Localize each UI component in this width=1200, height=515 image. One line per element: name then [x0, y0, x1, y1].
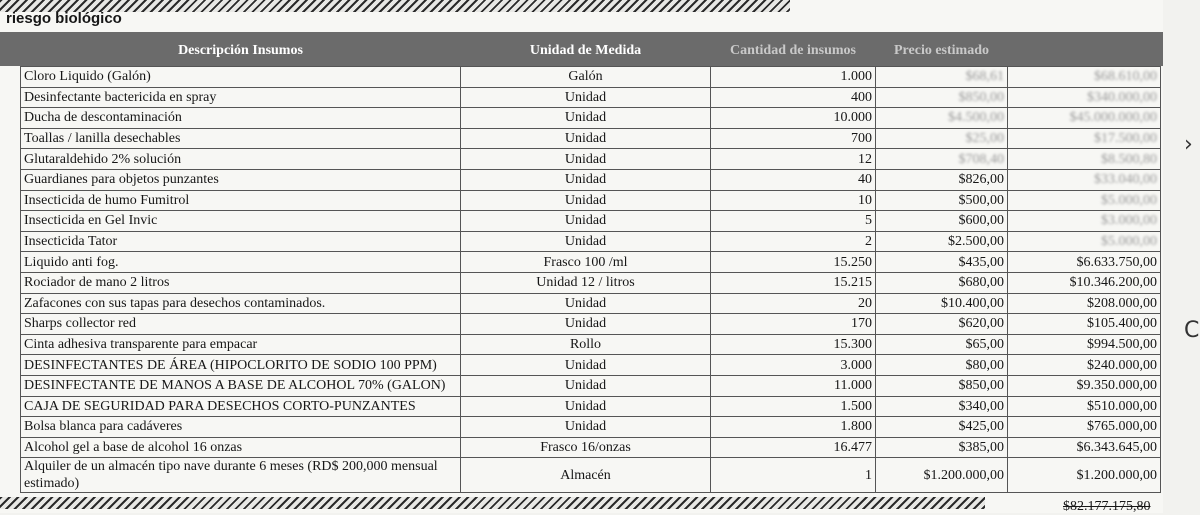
cell-total: $3.000,00	[1008, 211, 1161, 232]
cell-total: $10.346.200,00	[1008, 272, 1161, 293]
cell-total: $33.040,00	[1008, 169, 1161, 190]
header-descripcion: Descripción Insumos	[21, 36, 461, 67]
cell-cantidad: 10.000	[711, 108, 876, 129]
table-body	[21, 67, 1161, 493]
cell-cantidad: 3.000	[711, 355, 876, 376]
cell-total: $9.350.000,00	[1008, 375, 1161, 396]
cell-cantidad: 10	[711, 190, 876, 211]
table-row	[21, 334, 1161, 355]
table-row	[21, 231, 1161, 252]
table-row	[21, 355, 1161, 376]
bottom-hatch-border	[0, 497, 985, 509]
cell-precio: $680,00	[876, 272, 1008, 293]
cell-precio: $708,40	[876, 149, 1008, 170]
cell-descripcion: Insecticida de humo Fumitrol	[21, 190, 461, 211]
circle-icon: C	[1184, 318, 1200, 343]
cell-unidad: Unidad	[461, 417, 711, 438]
cell-precio: $340,00	[876, 396, 1008, 417]
cell-cantidad: 5	[711, 211, 876, 232]
cell-unidad: Frasco 16/onzas	[461, 437, 711, 458]
table-row	[21, 458, 1161, 493]
cell-precio: $1.200.000,00	[876, 458, 1008, 493]
cell-total: $68.610,00	[1008, 67, 1161, 88]
cell-unidad: Unidad 12 / litros	[461, 272, 711, 293]
cell-precio: $850,00	[876, 375, 1008, 396]
table-row	[21, 190, 1161, 211]
table-row	[21, 396, 1161, 417]
cell-unidad: Unidad	[461, 108, 711, 129]
cell-descripcion: Bolsa blanca para cadáveres	[21, 417, 461, 438]
cell-cantidad: 15.300	[711, 334, 876, 355]
chevron-right-icon: ›	[1184, 132, 1193, 157]
cell-cantidad: 12	[711, 149, 876, 170]
cell-precio: $826,00	[876, 169, 1008, 190]
cell-total: $17.500,00	[1008, 128, 1161, 149]
cell-descripcion: DESINFECTANTES DE ÁREA (HIPOCLORITO DE SODIO 100 PPM)	[21, 355, 461, 376]
cell-precio: $600,00	[876, 211, 1008, 232]
cell-cantidad: 15.250	[711, 252, 876, 273]
cell-descripcion: Rociador de mano 2 litros	[21, 272, 461, 293]
cell-cantidad: 20	[711, 293, 876, 314]
cell-unidad: Unidad	[461, 190, 711, 211]
cell-descripcion: Guardianes para objetos punzantes	[21, 169, 461, 190]
cell-precio: $4.500,00	[876, 108, 1008, 129]
grand-total: $82.177.175,80	[1063, 499, 1151, 514]
cell-total: $240.000,00	[1008, 355, 1161, 376]
cell-cantidad: 1	[711, 458, 876, 493]
cell-unidad: Unidad	[461, 375, 711, 396]
table-row	[21, 293, 1161, 314]
cell-descripcion: Glutaraldehido 2% solución	[21, 149, 461, 170]
cell-total: $208.000,00	[1008, 293, 1161, 314]
cell-cantidad: 40	[711, 169, 876, 190]
table-row	[21, 417, 1161, 438]
cell-precio: $65,00	[876, 334, 1008, 355]
cell-precio: $68,61	[876, 67, 1008, 88]
cell-precio: $10.400,00	[876, 293, 1008, 314]
table-row	[21, 128, 1161, 149]
cell-unidad: Unidad	[461, 149, 711, 170]
cell-descripcion: CAJA DE SEGURIDAD PARA DESECHOS CORTO-PUNZANTES	[21, 396, 461, 417]
cell-total: $994.500,00	[1008, 334, 1161, 355]
cell-precio: $385,00	[876, 437, 1008, 458]
cell-descripcion: Alquiler de un almacén tipo nave durante 6 meses (RD$ 200,000 mensual estimado)	[21, 458, 461, 493]
header-cantidad: Cantidad de insumos	[711, 36, 876, 67]
table-row	[21, 211, 1161, 232]
cell-descripcion: Zafacones con sus tapas para desechos contaminados.	[21, 293, 461, 314]
cell-total: $510.000,00	[1008, 396, 1161, 417]
cell-unidad: Unidad	[461, 231, 711, 252]
header-total	[1008, 36, 1161, 67]
table-row	[21, 108, 1161, 129]
cell-descripcion: DESINFECTANTE DE MANOS A BASE DE ALCOHOL 70% (GALON)	[21, 375, 461, 396]
table-header-row	[21, 36, 1161, 67]
table-row	[21, 67, 1161, 88]
cell-descripcion: Ducha de descontaminación	[21, 108, 461, 129]
cell-descripcion: Insecticida en Gel Invic	[21, 211, 461, 232]
cell-total: $45.000.000,00	[1008, 108, 1161, 129]
cell-cantidad: 2	[711, 231, 876, 252]
table-row	[21, 149, 1161, 170]
cell-unidad: Unidad	[461, 169, 711, 190]
table-row	[21, 437, 1161, 458]
cell-precio: $620,00	[876, 314, 1008, 335]
cell-unidad: Rollo	[461, 334, 711, 355]
cell-total: $765.000,00	[1008, 417, 1161, 438]
cell-precio: $25,00	[876, 128, 1008, 149]
cell-unidad: Unidad	[461, 355, 711, 376]
cell-descripcion: Insecticida Tator	[21, 231, 461, 252]
cell-unidad: Unidad	[461, 128, 711, 149]
table-row	[21, 252, 1161, 273]
section-title: riesgo biológico	[6, 10, 122, 27]
cell-cantidad: 400	[711, 87, 876, 108]
cell-total: $1.200.000,00	[1008, 458, 1161, 493]
cell-cantidad: 11.000	[711, 375, 876, 396]
cell-cantidad: 170	[711, 314, 876, 335]
cell-cantidad: 1.000	[711, 67, 876, 88]
cell-unidad: Galón	[461, 67, 711, 88]
table-row	[21, 314, 1161, 335]
cell-total: $5.000,00	[1008, 231, 1161, 252]
table-row	[21, 375, 1161, 396]
cell-descripcion: Cloro Liquido (Galón)	[21, 67, 461, 88]
supplies-table	[20, 36, 1161, 493]
cell-total: $105.400,00	[1008, 314, 1161, 335]
header-unidad: Unidad de Medida	[461, 36, 711, 67]
cell-unidad: Unidad	[461, 293, 711, 314]
table-row	[21, 169, 1161, 190]
cell-precio: $80,00	[876, 355, 1008, 376]
cell-descripcion: Desinfectante bactericida en spray	[21, 87, 461, 108]
cell-precio: $500,00	[876, 190, 1008, 211]
cell-descripcion: Cinta adhesiva transparente para empacar	[21, 334, 461, 355]
cell-cantidad: 1.500	[711, 396, 876, 417]
cell-precio: $425,00	[876, 417, 1008, 438]
cell-unidad: Unidad	[461, 314, 711, 335]
cell-descripcion: Liquido anti fog.	[21, 252, 461, 273]
cell-total: $340.000,00	[1008, 87, 1161, 108]
cell-cantidad: 15.215	[711, 272, 876, 293]
cell-descripcion: Toallas / lanilla desechables	[21, 128, 461, 149]
cell-precio: $2.500,00	[876, 231, 1008, 252]
cell-descripcion: Alcohol gel a base de alcohol 16 onzas	[21, 437, 461, 458]
cell-total: $6.343.645,00	[1008, 437, 1161, 458]
header-precio: Precio estimado	[876, 36, 1008, 67]
cell-precio: $850,00	[876, 87, 1008, 108]
cell-cantidad: 16.477	[711, 437, 876, 458]
cell-total: $5.000,00	[1008, 190, 1161, 211]
cell-unidad: Frasco 100 /ml	[461, 252, 711, 273]
table-row	[21, 87, 1161, 108]
cell-unidad: Unidad	[461, 396, 711, 417]
cell-total: $6.633.750,00	[1008, 252, 1161, 273]
cell-cantidad: 1.800	[711, 417, 876, 438]
cell-total: $8.500,80	[1008, 149, 1161, 170]
cell-cantidad: 700	[711, 128, 876, 149]
cell-descripcion: Sharps collector red	[21, 314, 461, 335]
cell-unidad: Almacén	[461, 458, 711, 493]
table-row	[21, 272, 1161, 293]
cell-precio: $435,00	[876, 252, 1008, 273]
cell-unidad: Unidad	[461, 87, 711, 108]
cell-unidad: Unidad	[461, 211, 711, 232]
